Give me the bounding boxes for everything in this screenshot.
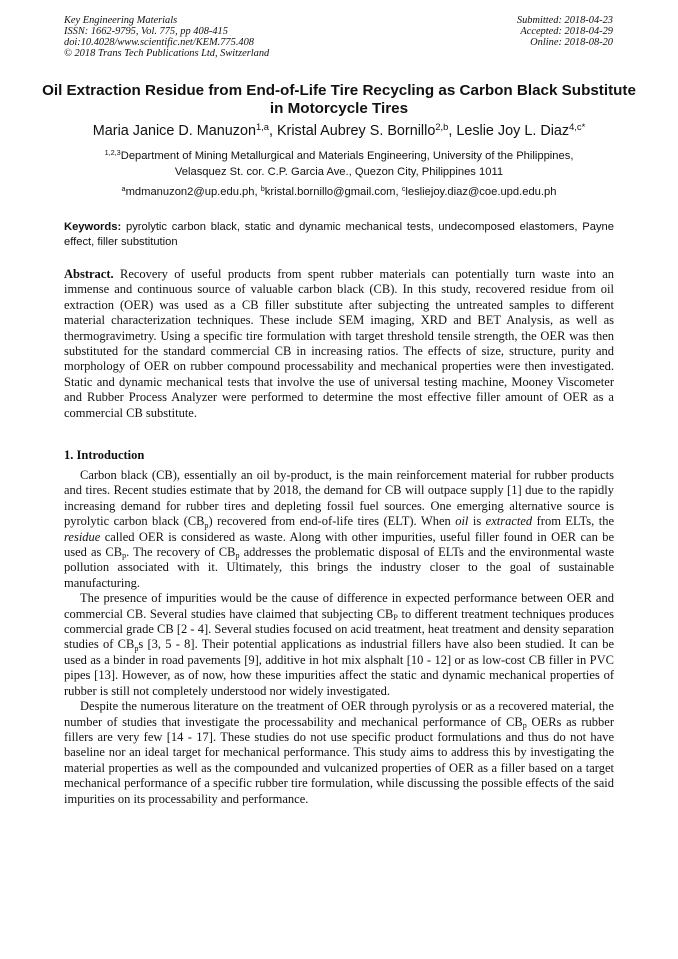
text-run: from ELTs, the	[532, 514, 614, 529]
affiliation-line: Velasquez St. cor. C.P. Garcia Ave., Quezon City, Philippines 1011	[174, 165, 504, 178]
subscript: p	[134, 643, 139, 653]
abstract-label: Abstract.	[64, 267, 114, 281]
introduction-body	[64, 468, 614, 807]
text-run: ) recovered from end-of-life tires (ELT). When	[208, 514, 456, 529]
date-accepted: Accepted: 2018-04-29	[520, 26, 613, 37]
subscript: p	[204, 520, 209, 530]
email-sup: a	[121, 184, 126, 194]
author-name: Kristal Aubrey S. Bornillo	[276, 123, 436, 139]
italic-run: residue	[64, 529, 101, 544]
email-address[interactable]: lesliejoy.diaz@coe.upd.edu.ph	[405, 186, 557, 198]
author-sup: 4,c*	[569, 122, 586, 133]
text-run: to different treatment techniques produces commercial grade CB [2 - 4]. Several studies focused on acid treatment, heat treatment and density separation studies of CB	[64, 606, 614, 652]
paragraph	[64, 468, 614, 591]
text-run: Despite the numerous literature on the treatment of OER through pyrolysis or as a recovered material, the number of studies that investigate the processability and mechanical performance of CB	[64, 699, 614, 729]
section-heading: 1. Introduction	[64, 448, 145, 462]
author-list: Maria Janice D. Manuzon$^{1,a}$, Kristal Aubrey S. Bornillo$^{2,b}$, Leslie Joy L. Diaz$^{4,c*}$	[92, 122, 586, 139]
keywords	[64, 220, 614, 249]
email-address[interactable]: kristal.bornillo@gmail.com	[264, 186, 396, 198]
paragraph	[64, 591, 614, 699]
paper-title: Oil Extraction Residue from End-of-Life Tire Recycling as Carbon Black Substitute in Motorcycle Tires	[42, 82, 636, 117]
subscript: p	[122, 551, 127, 561]
italic-run: extracted	[485, 514, 533, 529]
date-online: Online: 2018-08-20	[530, 37, 613, 48]
text-run: . The recovery of CB	[126, 545, 236, 560]
text-run: addresses the problematic disposal of ELTs and the environmental waste pollution associated with it. Ultimately, this brings the industry closer to the goal of sustainable manufacturing.	[64, 545, 614, 590]
text-run: called OER is considered as waste. Along with other impurities, useful filler found in OER can be used as CB	[64, 529, 614, 560]
journal-doi[interactable]: doi:10.4028/www.scientific.net/KEM.775.408	[64, 37, 254, 48]
subscript: p	[522, 720, 527, 730]
text-run: s [3, 5 - 8]. Their potential applications as industrial fillers have also been studied. It can be used as a binder in road pavements [9], additive in hot mix alsphalt [10 - 12] or as low-cost CB filler in PVC pipes [13]. However, as of now, how these impurities affect the static and dynamic mechanical properties of rubber is still not completely understood nor widely investigated.	[64, 637, 615, 698]
affiliation	[40, 149, 638, 180]
email-list: $^a$mdmanuzon2@up.edu.ph, $^b$kristal.bornillo@gmail.com, $^c$lesliejoy.diaz@coe.upd.edu.ph	[121, 184, 557, 198]
paragraph	[64, 699, 614, 807]
subscript: p	[235, 551, 240, 561]
author-name: Leslie Joy L. Diaz	[456, 123, 570, 139]
email-sup: c	[401, 184, 406, 194]
abstract	[64, 267, 614, 421]
text-run: The presence of impurities would be the cause of difference in expected performance between OER and commercial CB. Several studies have claimed that subjecting CB	[64, 591, 614, 621]
author-name: Maria Janice D. Manuzon	[92, 123, 256, 139]
italic-run: oil	[455, 514, 469, 529]
subscript: P	[393, 613, 398, 623]
journal-header-left	[64, 15, 269, 59]
text-run: OERs as rubber fillers are very few [14 - 17]. These studies do not use specific product formulations and thus do not have baseline nor an ideal target for mechanical performance. This study aims to address this by investigating the material properties as well as the compounded and vulcanized properties of OER as a filler based on a target mechanical performance of a specific rubber tire formulation, while discussing the possible effects of the said impurities on its processability and performance.	[64, 714, 614, 806]
journal-copyright: © 2018 Trans Tech Publications Ltd, Switzerland	[64, 48, 270, 59]
affiliation-sup: 1,2,3	[104, 148, 121, 158]
journal-header-right	[517, 15, 613, 48]
text-run: is	[468, 514, 486, 529]
affiliation-line: Department of Mining Metallurgical and Materials Engineering, University of the Philippines,	[120, 150, 574, 162]
author-sup: 2,b	[435, 122, 449, 133]
author-sup: 1,a	[255, 122, 269, 133]
journal-name: Key Engineering Materials	[64, 15, 178, 26]
abstract-text: Recovery of useful products from spent rubber materials can potentially turn waste into an immense and continuous source of valuable carbon black (CB). In this study, recovered residue from oil extraction (OER) was used as a CB filler substitute after subjecting the untreated samples to different material characterization techniques. These include SEM imaging, XRD and BET Analysis, as well as thermogravimetry. Using a specific tire formulation with target threshold tensile strength, the OER was then substituted for the standard commercial CB in increasing ratios. The effects of size, structure, purity and morphology of OER on rubber compound processability and mechanical properties were then investigated. Static and dynamic mechanical tests that involve the use of universal testing machine, Mooney Viscometer and Rubber Process Analyzer were performed to determine the most effective filler amount of OER as a commercial CB substitute.	[64, 267, 615, 420]
email-address[interactable]: mdmanuzon2@up.edu.ph	[125, 186, 255, 198]
journal-issn: ISSN: 1662-9795, Vol. 775, pp 408-415	[64, 26, 228, 37]
date-submitted: Submitted: 2018-04-23	[516, 15, 613, 26]
email-sup: b	[260, 184, 265, 194]
keywords-label: Keywords:	[64, 221, 122, 233]
text-run: Carbon black (CB), essentially an oil by-product, is the main reinforcement material for rubber products and tires. Recent studies estimate that by 2018, the demand for CB will outpace supply [1] due to the rapidly increasing demand for rubber tires and depleting fossil fuel sources. One emerging alternative source is pyrolytic carbon black (CB	[64, 468, 614, 529]
keywords-text: pyrolytic carbon black, static and dynamic mechanical tests, undecomposed elastomers, Payne effect, filler substitution	[64, 221, 614, 248]
